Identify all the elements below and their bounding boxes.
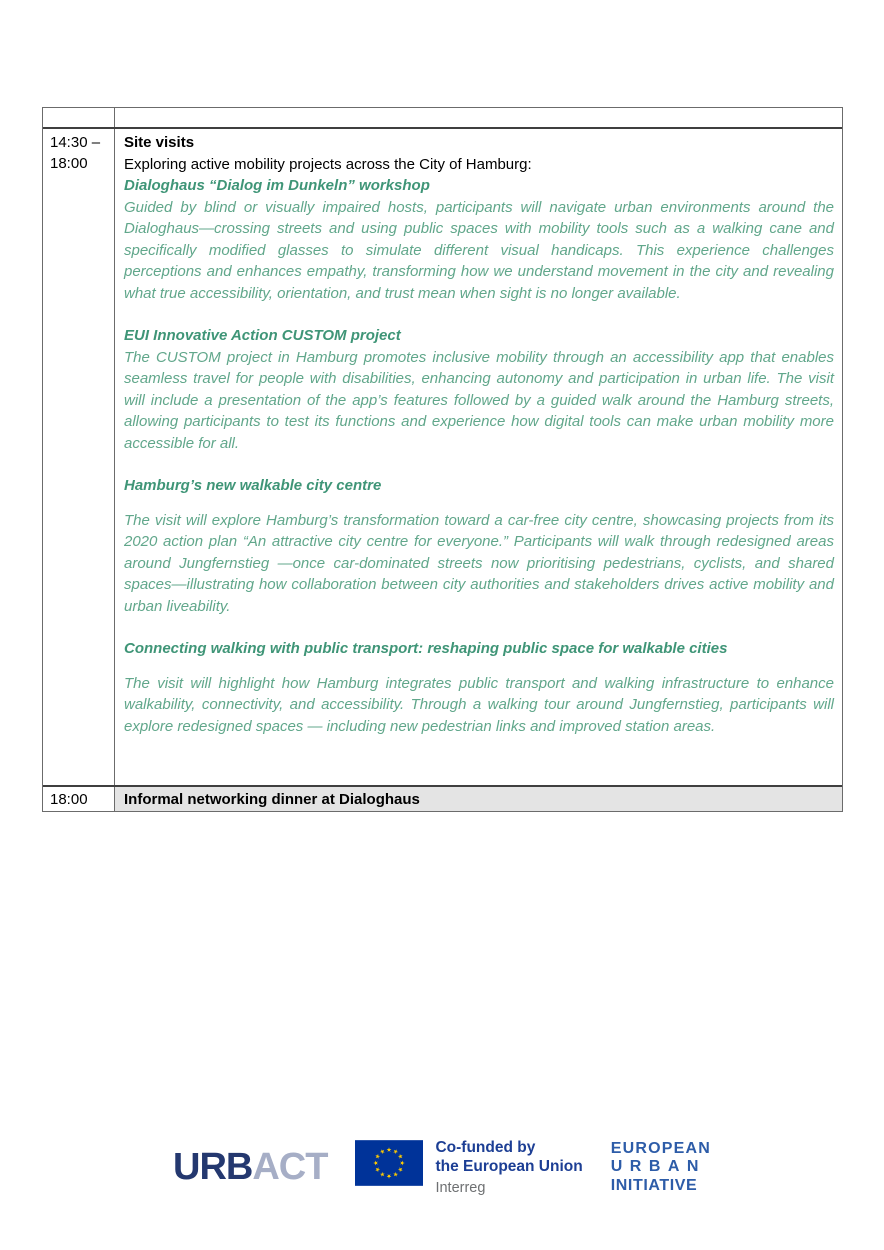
section-paragraph: Guided by blind or visually impaired hosts, participants will navigate urban environments around the Dialoghaus—crossing streets and using public spaces with mobility tools such as a walking cane and specifically modified glasses to simulate different visual handicaps. This experience challenges perceptions and enhances empathy, transforming how we understand movement in the city and revealing what true accessibility, orientation, and trust mean when sight is no longer available. bbox=[124, 198, 834, 302]
section-custom-project bbox=[124, 325, 834, 454]
site-visits-intro: Exploring active mobility projects across the City of Hamburg: bbox=[124, 155, 532, 173]
header-content-cell bbox=[115, 108, 842, 127]
time-range-line1: 14:30 – bbox=[50, 134, 101, 151]
dinner-time: 18:00 bbox=[50, 791, 88, 808]
site-visits-content-cell bbox=[115, 129, 842, 785]
urbact-logo-act: ACT bbox=[252, 1145, 328, 1188]
time-range-line2: 18:00 bbox=[50, 155, 88, 172]
section-paragraph: The visit will highlight how Hamburg integrates public transport and walking infrastructure to enhance walkability, connectivity, and accessibility. Through a walking tour around Jungfernstieg, participants will explore redesigned spaces — including new pedestrian links and improved station areas. bbox=[124, 674, 834, 735]
dinner-content-cell bbox=[115, 787, 842, 811]
header-time-cell bbox=[43, 108, 115, 127]
site-visits-title: Site visits bbox=[124, 134, 195, 151]
dinner-time-cell bbox=[43, 787, 115, 811]
eui-line3: INITIATIVE bbox=[610, 1176, 698, 1194]
section-heading: Dialoghaus “Dialog im Dunkeln” workshop bbox=[124, 177, 430, 194]
interreg-label: Interreg bbox=[435, 1180, 486, 1196]
section-heading: Connecting walking with public transport: reshaping public space for walkable cities bbox=[124, 640, 728, 657]
eu-flag-icon bbox=[355, 1140, 423, 1186]
cofunded-line2: the European Union bbox=[435, 1158, 583, 1175]
footer-logos bbox=[0, 1138, 884, 1197]
urbact-logo bbox=[173, 1145, 328, 1188]
section-public-transport bbox=[124, 638, 834, 737]
section-dialoghaus bbox=[124, 175, 834, 304]
dinner-row bbox=[43, 787, 842, 811]
agenda-table bbox=[42, 107, 843, 812]
section-paragraph: The visit will explore Hamburg’s transformation toward a car-free city centre, showcasing projects from its 2020 action plan “An attractive city centre for everyone.” Participants will walk through redesigned areas around Jungfernstieg —once car-dominated streets now prioritising pedestrians, cyclists, and shared spaces—illustrating how collaboration between city authorities and stakeholders drives active mobility and urban liveability. bbox=[124, 511, 834, 615]
eui-line1: EUROPEAN bbox=[610, 1139, 711, 1157]
european-urban-initiative-logo bbox=[611, 1140, 711, 1196]
table-header-empty-row bbox=[43, 108, 842, 129]
section-paragraph: The CUSTOM project in Hamburg promotes inclusive mobility through an accessibility app that enables seamless travel for people with disabilities, enhancing autonomy and participation in urban life. The visit will include a presentation of the app’s features followed by a guided walk around the Hamburg streets, allowing participants to test its functions and experience how digital tools can make urban mobility more accessible for all. bbox=[124, 348, 834, 452]
site-visits-time-cell bbox=[43, 129, 115, 785]
section-heading: EUI Innovative Action CUSTOM project bbox=[124, 327, 401, 344]
urbact-logo-urb: URB bbox=[173, 1145, 253, 1188]
dinner-label: Informal networking dinner at Dialoghaus bbox=[124, 791, 420, 808]
section-walkable-centre bbox=[124, 475, 834, 617]
cofunded-text-block bbox=[435, 1138, 582, 1197]
cofunded-line1: Co-funded by bbox=[435, 1139, 536, 1156]
eu-cofunded-block bbox=[355, 1138, 582, 1197]
site-visits-row bbox=[43, 129, 842, 787]
eui-line2: URBAN bbox=[610, 1158, 706, 1176]
section-heading: Hamburg’s new walkable city centre bbox=[124, 477, 382, 494]
